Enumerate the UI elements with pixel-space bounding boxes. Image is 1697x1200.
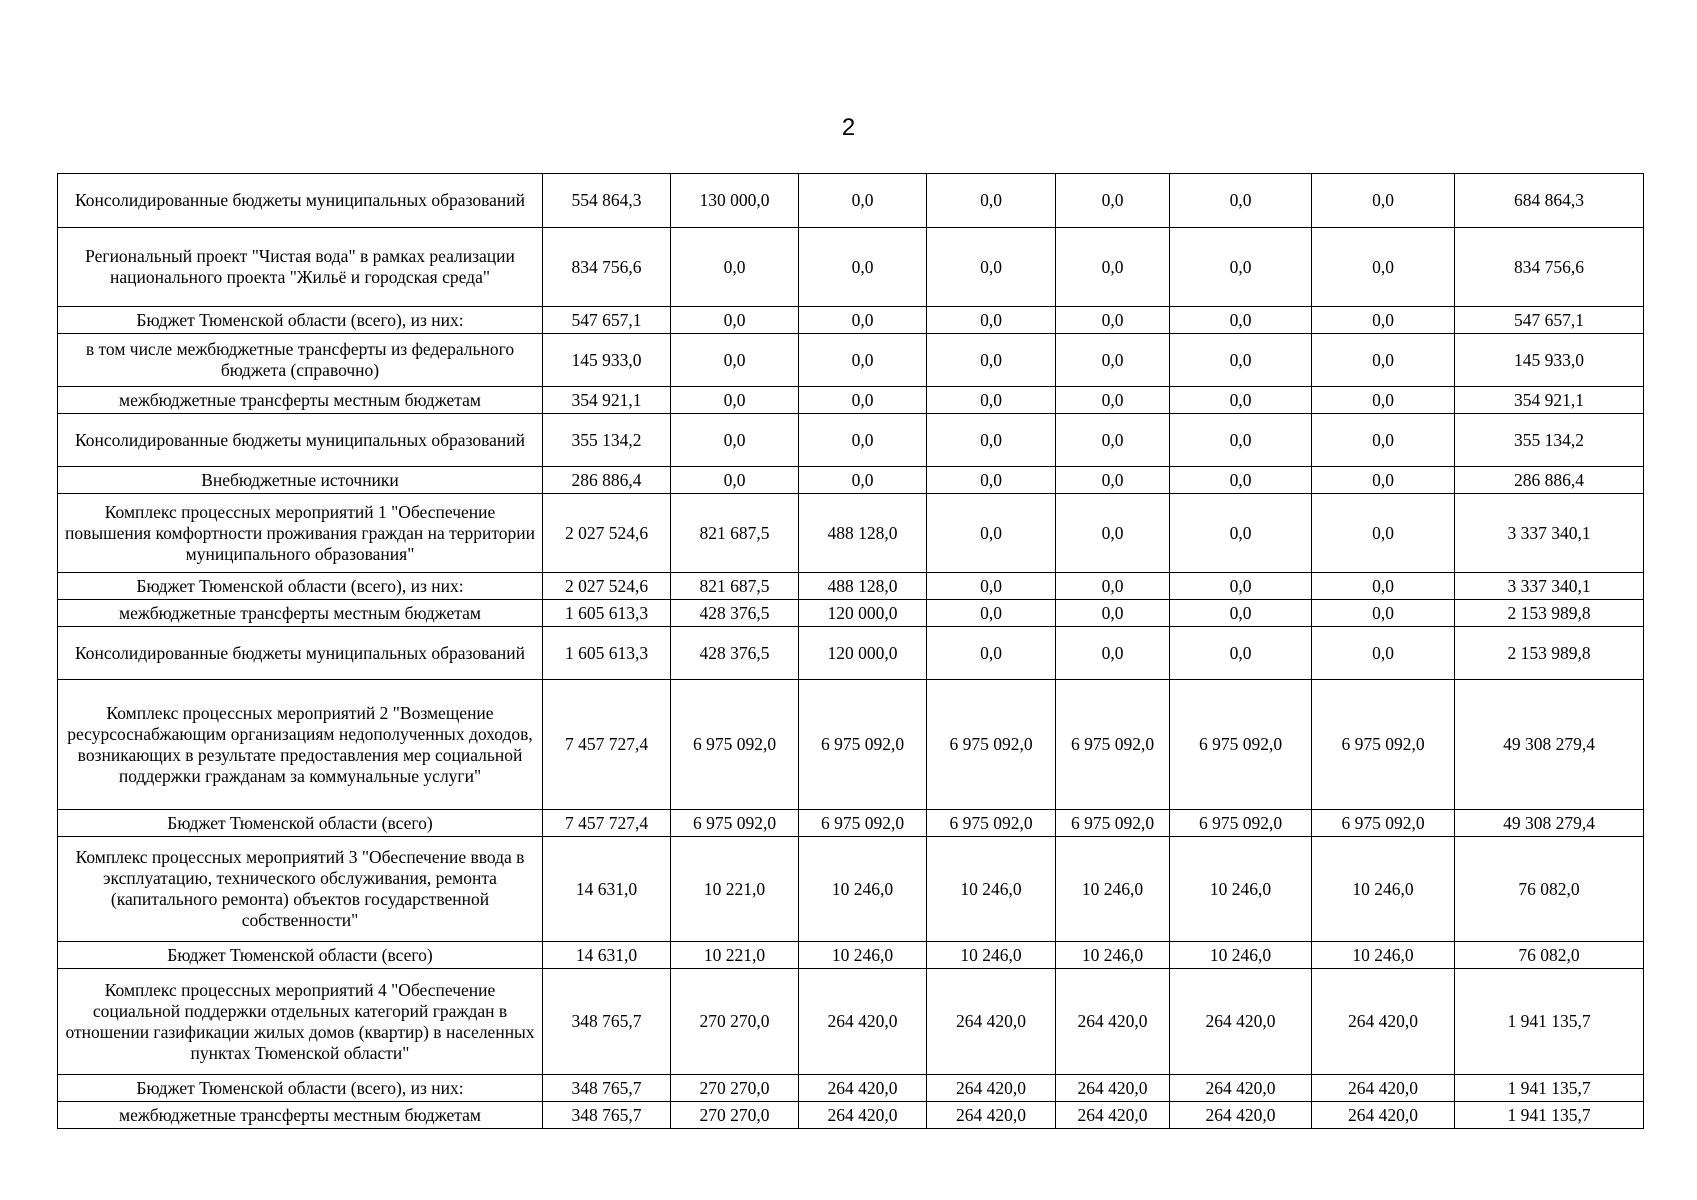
value-cell: 1 605 613,3 (543, 600, 671, 627)
value-cell: 264 420,0 (1170, 969, 1312, 1075)
value-cell: 264 420,0 (1056, 1075, 1170, 1102)
value-cell: 355 134,2 (543, 414, 671, 467)
value-cell: 10 246,0 (1312, 837, 1455, 942)
value-cell: 6 975 092,0 (799, 680, 927, 810)
row-label: Комплекс процессных мероприятий 2 "Возмещение ресурсоснабжающим организациям недополученных доходов, возникающих в результате предоставления мер социальной поддержки гражданам за коммунальные услуги" (58, 680, 543, 810)
row-label: межбюджетные трансферты местным бюджетам (58, 387, 543, 414)
value-cell: 0,0 (927, 627, 1056, 680)
value-cell: 1 941 135,7 (1455, 969, 1644, 1075)
value-cell: 264 420,0 (799, 1075, 927, 1102)
value-cell: 0,0 (1056, 494, 1170, 573)
value-cell: 6 975 092,0 (927, 680, 1056, 810)
value-cell: 6 975 092,0 (1170, 680, 1312, 810)
value-cell: 6 975 092,0 (1312, 810, 1455, 837)
table-row (58, 228, 1644, 307)
value-cell: 354 921,1 (1455, 387, 1644, 414)
page-number: 2 (841, 114, 856, 141)
row-label: межбюджетные трансферты местным бюджетам (58, 1102, 543, 1129)
value-cell: 145 933,0 (1455, 334, 1644, 387)
row-label: Бюджет Тюменской области (всего), из них: (58, 573, 543, 600)
row-label: Региональный проект "Чистая вода" в рамках реализации национального проекта "Жильё и городская среда" (58, 228, 543, 307)
value-cell: 0,0 (671, 467, 799, 494)
value-cell: 6 975 092,0 (671, 680, 799, 810)
row-label: Комплекс процессных мероприятий 1 "Обеспечение повышения комфортности проживания граждан на территории муниципального образования" (58, 494, 543, 573)
value-cell: 0,0 (1170, 228, 1312, 307)
value-cell: 547 657,1 (543, 307, 671, 334)
table-row (58, 810, 1644, 837)
value-cell: 264 420,0 (1312, 1075, 1455, 1102)
value-cell: 0,0 (671, 387, 799, 414)
value-cell: 0,0 (927, 307, 1056, 334)
value-cell: 0,0 (1170, 627, 1312, 680)
table-row (58, 414, 1644, 467)
value-cell: 488 128,0 (799, 494, 927, 573)
value-cell: 834 756,6 (1455, 228, 1644, 307)
value-cell: 0,0 (927, 387, 1056, 414)
value-cell: 264 420,0 (799, 1102, 927, 1129)
table-row (58, 1075, 1644, 1102)
value-cell: 348 765,7 (543, 1102, 671, 1129)
value-cell: 0,0 (1170, 494, 1312, 573)
row-label: Внебюджетные источники (58, 467, 543, 494)
value-cell: 6 975 092,0 (1056, 680, 1170, 810)
row-label: Бюджет Тюменской области (всего) (58, 810, 543, 837)
value-cell: 76 082,0 (1455, 837, 1644, 942)
value-cell: 264 420,0 (1170, 1102, 1312, 1129)
table-row (58, 573, 1644, 600)
table-row (58, 680, 1644, 810)
value-cell: 0,0 (1312, 174, 1455, 228)
table-row (58, 1102, 1644, 1129)
value-cell: 0,0 (1312, 573, 1455, 600)
value-cell: 264 420,0 (927, 1075, 1056, 1102)
value-cell: 0,0 (1312, 414, 1455, 467)
value-cell: 14 631,0 (543, 837, 671, 942)
row-label: Бюджет Тюменской области (всего), из них: (58, 307, 543, 334)
value-cell: 264 420,0 (927, 1102, 1056, 1129)
value-cell: 264 420,0 (1056, 969, 1170, 1075)
value-cell: 0,0 (927, 174, 1056, 228)
value-cell: 14 631,0 (543, 942, 671, 969)
value-cell: 0,0 (671, 414, 799, 467)
budget-table-body (58, 174, 1644, 1129)
value-cell: 3 337 340,1 (1455, 573, 1644, 600)
value-cell: 0,0 (1056, 627, 1170, 680)
value-cell: 0,0 (799, 467, 927, 494)
table-row (58, 494, 1644, 573)
row-label: Консолидированные бюджеты муниципальных образований (58, 627, 543, 680)
value-cell: 0,0 (1312, 467, 1455, 494)
value-cell: 10 221,0 (671, 942, 799, 969)
value-cell: 10 246,0 (1170, 942, 1312, 969)
value-cell: 2 153 989,8 (1455, 627, 1644, 680)
value-cell: 684 864,3 (1455, 174, 1644, 228)
value-cell: 0,0 (1170, 334, 1312, 387)
value-cell: 0,0 (1312, 627, 1455, 680)
value-cell: 0,0 (1056, 600, 1170, 627)
row-label: Бюджет Тюменской области (всего), из них: (58, 1075, 543, 1102)
value-cell: 10 246,0 (927, 942, 1056, 969)
value-cell: 10 221,0 (671, 837, 799, 942)
value-cell: 10 246,0 (799, 942, 927, 969)
value-cell: 0,0 (1170, 414, 1312, 467)
value-cell: 6 975 092,0 (671, 810, 799, 837)
table-row (58, 387, 1644, 414)
value-cell: 0,0 (799, 228, 927, 307)
value-cell: 10 246,0 (1056, 942, 1170, 969)
value-cell: 0,0 (671, 228, 799, 307)
value-cell: 0,0 (1170, 573, 1312, 600)
value-cell: 10 246,0 (799, 837, 927, 942)
value-cell: 0,0 (1056, 573, 1170, 600)
table-row (58, 837, 1644, 942)
value-cell: 0,0 (799, 307, 927, 334)
value-cell: 354 921,1 (543, 387, 671, 414)
value-cell: 10 246,0 (1056, 837, 1170, 942)
value-cell: 0,0 (927, 414, 1056, 467)
value-cell: 0,0 (799, 414, 927, 467)
value-cell: 1 941 135,7 (1455, 1102, 1644, 1129)
value-cell: 49 308 279,4 (1455, 680, 1644, 810)
value-cell: 428 376,5 (671, 600, 799, 627)
value-cell: 0,0 (1312, 387, 1455, 414)
value-cell: 3 337 340,1 (1455, 494, 1644, 573)
row-label: Консолидированные бюджеты муниципальных образований (58, 414, 543, 467)
value-cell: 10 246,0 (927, 837, 1056, 942)
value-cell: 264 420,0 (1312, 1102, 1455, 1129)
value-cell: 6 975 092,0 (1170, 810, 1312, 837)
value-cell: 270 270,0 (671, 969, 799, 1075)
value-cell: 821 687,5 (671, 573, 799, 600)
value-cell: 6 975 092,0 (799, 810, 927, 837)
value-cell: 0,0 (799, 174, 927, 228)
value-cell: 0,0 (927, 494, 1056, 573)
value-cell: 7 457 727,4 (543, 810, 671, 837)
value-cell: 286 886,4 (543, 467, 671, 494)
value-cell: 6 975 092,0 (927, 810, 1056, 837)
value-cell: 0,0 (1170, 174, 1312, 228)
value-cell: 355 134,2 (1455, 414, 1644, 467)
table-row (58, 307, 1644, 334)
value-cell: 0,0 (1056, 334, 1170, 387)
value-cell: 49 308 279,4 (1455, 810, 1644, 837)
value-cell: 130 000,0 (671, 174, 799, 228)
value-cell: 264 420,0 (1312, 969, 1455, 1075)
value-cell: 264 420,0 (927, 969, 1056, 1075)
value-cell: 554 864,3 (543, 174, 671, 228)
row-label: Консолидированные бюджеты муниципальных образований (58, 174, 543, 228)
budget-table (57, 173, 1644, 1129)
value-cell: 348 765,7 (543, 1075, 671, 1102)
value-cell: 286 886,4 (1455, 467, 1644, 494)
value-cell: 0,0 (1170, 387, 1312, 414)
row-label: Бюджет Тюменской области (всего) (58, 942, 543, 969)
value-cell: 0,0 (927, 467, 1056, 494)
row-label: Комплекс процессных мероприятий 3 "Обеспечение ввода в эксплуатацию, технического обслуживания, ремонта (капитального ремонта) объектов государственной собственности" (58, 837, 543, 942)
value-cell: 10 246,0 (1312, 942, 1455, 969)
value-cell: 0,0 (799, 387, 927, 414)
value-cell: 0,0 (1170, 467, 1312, 494)
value-cell: 6 975 092,0 (1056, 810, 1170, 837)
value-cell: 10 246,0 (1170, 837, 1312, 942)
value-cell: 1 605 613,3 (543, 627, 671, 680)
value-cell: 0,0 (1056, 174, 1170, 228)
value-cell: 145 933,0 (543, 334, 671, 387)
value-cell: 264 420,0 (1056, 1102, 1170, 1129)
value-cell: 0,0 (1312, 494, 1455, 573)
value-cell: 7 457 727,4 (543, 680, 671, 810)
value-cell: 428 376,5 (671, 627, 799, 680)
value-cell: 0,0 (1170, 600, 1312, 627)
value-cell: 0,0 (1056, 228, 1170, 307)
value-cell: 0,0 (1056, 467, 1170, 494)
value-cell: 834 756,6 (543, 228, 671, 307)
value-cell: 270 270,0 (671, 1102, 799, 1129)
row-label: в том числе межбюджетные трансферты из федерального бюджета (справочно) (58, 334, 543, 387)
value-cell: 0,0 (1312, 600, 1455, 627)
value-cell: 2 027 524,6 (543, 573, 671, 600)
value-cell: 821 687,5 (671, 494, 799, 573)
row-label: межбюджетные трансферты местным бюджетам (58, 600, 543, 627)
table-row (58, 467, 1644, 494)
value-cell: 0,0 (1056, 387, 1170, 414)
table-row (58, 600, 1644, 627)
value-cell: 0,0 (799, 334, 927, 387)
row-label: Комплекс процессных мероприятий 4 "Обеспечение социальной поддержки отдельных категорий граждан в отношении газификации жилых домов (квартир) в населенных пунктах Тюменской области" (58, 969, 543, 1075)
value-cell: 0,0 (927, 600, 1056, 627)
value-cell: 488 128,0 (799, 573, 927, 600)
value-cell: 0,0 (1056, 307, 1170, 334)
value-cell: 2 153 989,8 (1455, 600, 1644, 627)
table-row (58, 942, 1644, 969)
value-cell: 0,0 (1312, 334, 1455, 387)
value-cell: 348 765,7 (543, 969, 671, 1075)
value-cell: 2 027 524,6 (543, 494, 671, 573)
value-cell: 1 941 135,7 (1455, 1075, 1644, 1102)
value-cell: 0,0 (671, 334, 799, 387)
table-row (58, 174, 1644, 228)
value-cell: 0,0 (1056, 414, 1170, 467)
value-cell: 76 082,0 (1455, 942, 1644, 969)
value-cell: 264 420,0 (799, 969, 927, 1075)
table-row (58, 969, 1644, 1075)
table-row (58, 627, 1644, 680)
value-cell: 120 000,0 (799, 627, 927, 680)
value-cell: 120 000,0 (799, 600, 927, 627)
value-cell: 270 270,0 (671, 1075, 799, 1102)
value-cell: 264 420,0 (1170, 1075, 1312, 1102)
value-cell: 0,0 (1170, 307, 1312, 334)
value-cell: 0,0 (927, 573, 1056, 600)
value-cell: 547 657,1 (1455, 307, 1644, 334)
value-cell: 0,0 (927, 334, 1056, 387)
table-row (58, 334, 1644, 387)
value-cell: 6 975 092,0 (1312, 680, 1455, 810)
value-cell: 0,0 (1312, 228, 1455, 307)
value-cell: 0,0 (671, 307, 799, 334)
value-cell: 0,0 (1312, 307, 1455, 334)
value-cell: 0,0 (927, 228, 1056, 307)
